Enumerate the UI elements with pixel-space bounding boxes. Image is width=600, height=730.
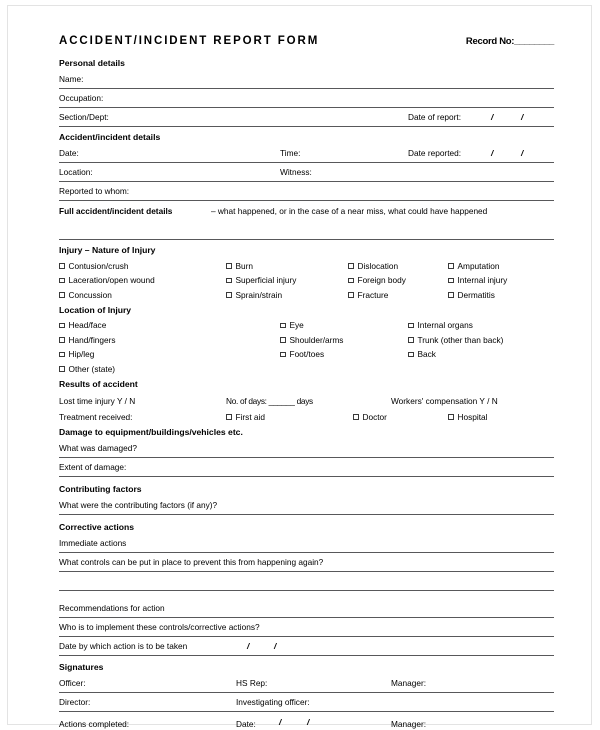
checkbox-head-face[interactable] [59,320,106,330]
checkbox-label: Shoulder/arms [289,334,344,345]
checkbox-label: Amputation [457,260,500,271]
checkbox-label: Concussion [68,289,112,300]
nature-injury-row-1 [59,257,554,272]
checkbox-doctor[interactable] [353,412,387,422]
recommendations-for-action-row[interactable] [59,599,554,618]
date-action-taken-row[interactable] [59,637,554,656]
checkbox-icon [280,323,286,329]
section-heading-corrective-actions: Corrective actions [59,521,134,532]
checkbox-trunk[interactable] [408,335,503,345]
contributing-factors-row[interactable] [59,496,554,515]
date-reported-label: Date reported: [408,148,462,158]
actions-completed-date-label [236,719,256,729]
checkbox-label: First aid [235,411,266,422]
date-of-report-slash-2: / [521,112,524,122]
location-injury-row-2 [59,331,554,346]
occupation-row[interactable] [59,89,554,108]
who-implement-row[interactable] [59,618,554,637]
form-sheet [59,34,554,730]
checkbox-label: Other (state) [68,363,116,374]
checkbox-icon [408,352,414,358]
reported-to-whom-row[interactable] [59,182,554,201]
checkbox-back[interactable] [408,349,436,359]
treatment-received-text: Treatment received: [59,411,133,422]
checkbox-icon [59,278,65,284]
checkbox-label: Back [417,349,436,359]
what-was-damaged-row[interactable] [59,439,554,458]
checkbox-icon [353,414,359,420]
full-details-rest-label: – what happened, or in the case of a near miss, what could have happened [211,206,488,216]
checkbox-hip-leg[interactable] [59,349,94,359]
immediate-actions-label: Immediate actions [59,537,127,548]
checkbox-icon [59,292,65,298]
actions-completed-row [59,712,554,730]
full-details-prompt [59,201,554,221]
full-details-bold-label: Full accident/incident details [59,206,173,216]
checkbox-hospital[interactable] [448,412,487,422]
lost-time-injury-field[interactable] [59,396,135,406]
checkbox-icon [59,352,65,358]
recommendations-for-action-label: Recommendations for action [59,602,165,613]
checkbox-sprain-strain[interactable] [226,290,282,300]
workers-compensation-field[interactable] [391,396,498,406]
section-heading-signatures: Signatures [59,661,104,672]
checkbox-first-aid[interactable] [226,412,265,422]
date-of-report-label: Date of report: [408,112,462,122]
checkbox-icon [226,414,232,420]
checkbox-label: Head/face [68,320,107,330]
checkbox-label: Doctor [362,411,387,422]
date-action-taken-label: Date by which action is to be taken [59,640,188,651]
checkbox-label: Foreign body [357,275,406,285]
controls-blank-row-1[interactable] [59,572,554,591]
checkbox-amputation[interactable] [448,261,499,271]
date-text: Date: [236,718,256,729]
checkbox-label: Dislocation [357,260,399,271]
checkbox-laceration-open-wound[interactable] [59,275,155,285]
date-reported-slash-1: / [491,148,494,158]
workers-compensation-label: Workers' compensation Y / N [391,395,498,406]
accident-date-label: Date: [59,148,79,158]
checkbox-label: Dermatitis [457,289,495,300]
checkbox-internal-injury[interactable] [448,275,507,285]
treatment-received-label [59,412,132,422]
reported-to-whom-label: Reported to whom: [59,186,130,196]
checkbox-burn[interactable] [226,261,253,271]
checkbox-icon [226,263,232,269]
checkbox-label: Internal organs [417,320,473,330]
checkbox-icon [348,292,354,298]
checkbox-label: Foot/toes [289,349,325,359]
occupation-label: Occupation: [59,93,104,103]
checkbox-shoulder-arms[interactable] [280,335,343,345]
checkbox-icon [348,263,354,269]
no-of-days-field[interactable] [226,396,313,406]
checkbox-dermatitis[interactable] [448,290,495,300]
location-injury-row-3 [59,346,554,361]
name-label: Name: [59,74,84,84]
checkbox-icon [448,414,454,420]
witness-label: Witness: [280,167,312,177]
checkbox-fracture[interactable] [348,290,388,300]
date-action-slash-2: / [274,640,277,651]
checkbox-label: Fracture [357,289,389,300]
checkbox-icon [59,366,65,372]
form-header [59,34,554,52]
date-of-report-slash-1: / [491,112,494,122]
checkbox-label: Superficial injury [235,275,297,285]
checkbox-label: Sprain/strain [235,289,283,300]
record-no-field[interactable]: Record No:________ [465,36,554,47]
checkbox-label: Hand/fingers [68,334,116,345]
actions-date-slash-2: / [307,716,310,727]
lost-time-injury-label: Lost time injury Y / N [59,395,136,406]
date-reported-slash-2: / [521,148,524,158]
checkbox-concussion[interactable] [59,290,112,300]
checkbox-contusion-crush[interactable] [59,261,128,271]
section-heading-accident-details: Accident/incident details [59,132,161,142]
manager2-label [391,719,426,729]
checkbox-icon [280,337,286,343]
location-row[interactable] [59,163,554,182]
location-label: Location: [59,167,93,177]
manager2-text: Manager: [391,718,427,729]
treatment-received-row [59,407,554,423]
checkbox-icon [226,292,232,298]
location-injury-row-1 [59,317,554,332]
no-of-days-label: No. of days: ______ days [226,395,313,406]
extent-of-damage-label: Extent of damage: [59,461,127,472]
form-page [7,5,592,729]
section-heading-contributing-factors: Contributing factors [59,483,142,494]
section-heading-results-of-accident: Results of accident [59,378,138,389]
section-dept-label: Section/Dept: [59,112,109,122]
lost-time-injury-row [59,391,554,407]
accident-date-row[interactable] [59,144,554,163]
checkbox-label: Trunk (other than back) [417,334,504,345]
checkbox-eye[interactable] [280,320,304,330]
checkbox-foreign-body[interactable] [348,275,406,285]
spacer-before-recommendations [59,591,554,599]
checkbox-label: Contusion/crush [68,260,129,271]
section-heading-damage: Damage to equipment/buildings/vehicles etc. [59,426,243,437]
checkbox-icon [226,278,232,284]
checkbox-icon [448,278,454,284]
checkbox-dislocation[interactable] [348,261,398,271]
checkbox-superficial-injury[interactable] [226,275,296,285]
checkbox-icon [280,352,286,358]
checkbox-icon [448,292,454,298]
extent-of-damage-row[interactable] [59,458,554,477]
checkbox-foot-toes[interactable] [280,349,324,359]
name-row[interactable] [59,70,554,89]
checkbox-hand-fingers[interactable] [59,335,116,345]
checkbox-label: Hip/leg [68,349,95,359]
actions-completed-text: Actions completed: [59,718,130,729]
page-title: ACCIDENT/INCIDENT REPORT FORM [59,35,320,47]
signature-row-director[interactable] [59,693,554,712]
section-heading-location-of-injury: Location of Injury [59,304,132,315]
manager-label: Manager: [391,677,427,688]
section-dept-row[interactable] [59,108,554,127]
full-details-write-area[interactable] [59,221,554,239]
checkbox-icon [59,323,65,329]
checkbox-label: Internal injury [457,275,508,285]
checkbox-internal-organs[interactable] [408,320,473,330]
accident-time-label: Time: [280,148,301,158]
checkbox-icon [448,263,454,269]
section-heading-personal-details: Personal details [59,58,125,68]
officer-label: Officer: [59,677,86,688]
date-action-slash-1: / [247,640,250,651]
checkbox-label: Eye [289,320,304,330]
nature-injury-row-2 [59,272,554,287]
checkbox-icon [408,337,414,343]
controls-question-label: What controls can be put in place to prevent this from happening again? [59,556,324,567]
what-was-damaged-label: What was damaged? [59,442,137,453]
checkbox-icon [408,323,414,329]
actions-completed-label [59,719,129,729]
checkbox-label: Burn [235,260,254,271]
section-heading-nature-of-injury: Injury – Nature of Injury [59,245,156,255]
full-details-bottom-rule [59,239,554,240]
nature-injury-row-3 [59,286,554,301]
checkbox-other-state[interactable] [59,364,115,374]
who-implement-label: Who is to implement these controls/corrective actions? [59,621,260,632]
controls-question-row[interactable] [59,553,554,572]
checkbox-icon [59,337,65,343]
investigating-officer-label: Investigating officer: [236,696,310,707]
contributing-factors-label: What were the contributing factors (if any)? [59,499,218,510]
checkbox-label: Hospital [457,411,488,422]
hs-rep-label: HS Rep: [236,677,268,688]
immediate-actions-row[interactable] [59,534,554,553]
location-injury-row-4 [59,360,554,375]
director-label: Director: [59,696,91,707]
actions-date-slash-1: / [279,716,282,727]
checkbox-label: Laceration/open wound [68,275,155,285]
checkbox-icon [348,278,354,284]
signature-row-officer[interactable] [59,674,554,693]
checkbox-icon [59,263,65,269]
